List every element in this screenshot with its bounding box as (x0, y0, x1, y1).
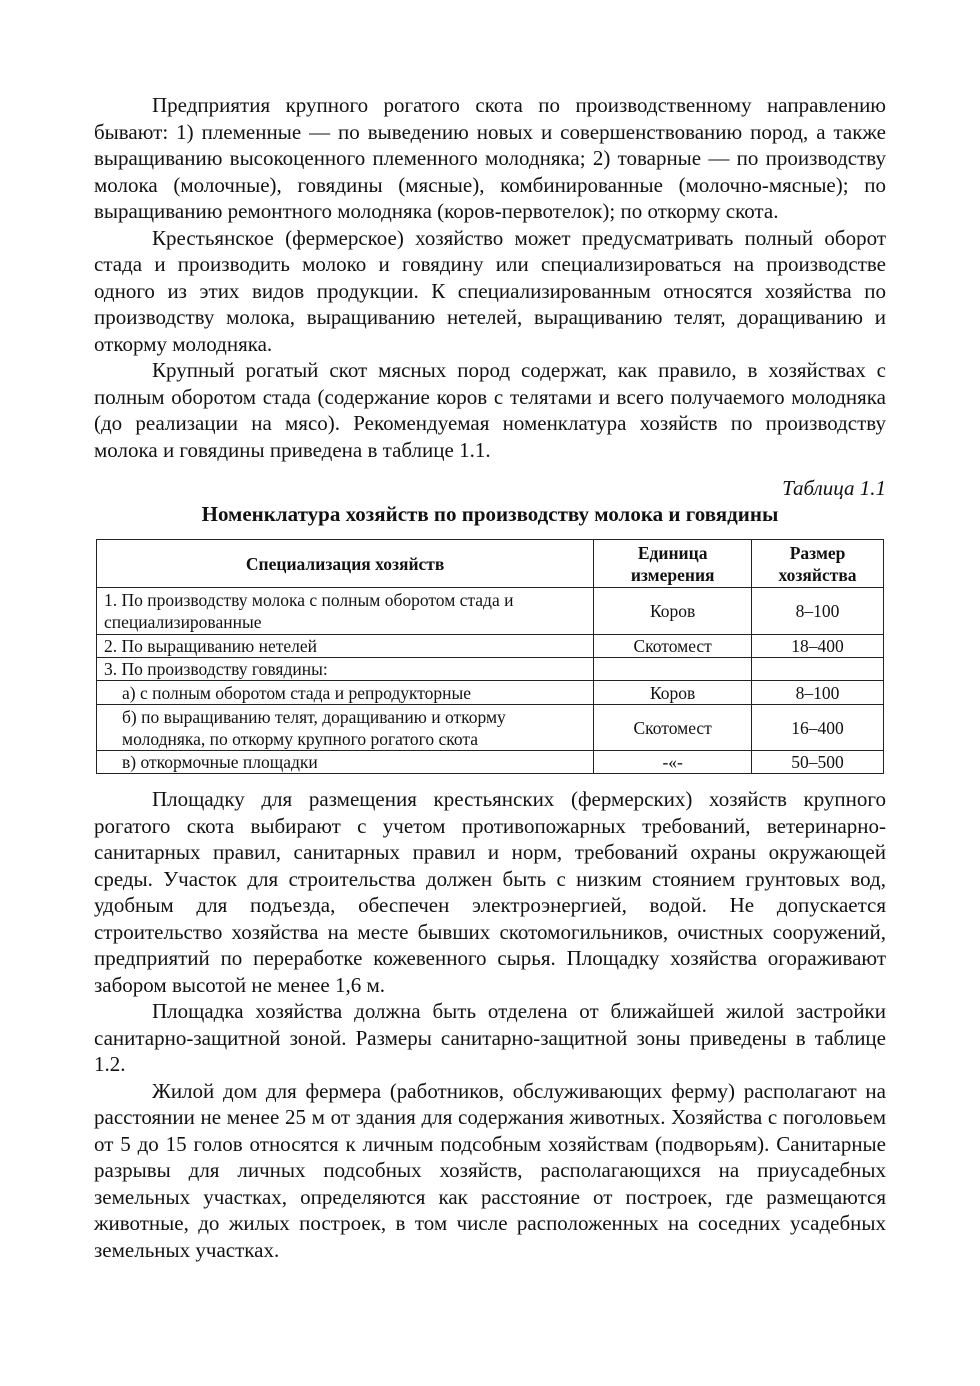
header-size: Размер хозяйства (752, 540, 884, 588)
cell-unit (594, 658, 752, 681)
paragraph-beef-cattle: Крупный рогатый скот мясных пород содержат, как правило, в хозяйствах с полным оборотом стада (содержание коров с телятами и всего получаемого молодняка (до реализации на мясо). Рекомендуемая номенклатура хозяйств по производству молока и говядины приведена в таблице 1.1. (94, 358, 886, 462)
cell-unit: Скотомест (594, 635, 752, 658)
cell-specialization: 1. По производству молока с полным оборотом стада и специализированные (97, 588, 594, 635)
paragraph-farm-household: Крестьянское (фермерское) хозяйство может предусматривать полный оборот стада и производить молоко и говядину или специализироваться на производстве одного из этих видов продукции. К специализированным относятся хозяйства по производству молока, выращиванию нетелей, выращиванию телят, доращиванию и откорму молодняка. (94, 225, 886, 356)
cell-unit: Скотомест (594, 705, 752, 751)
nomenclature-table (96, 539, 884, 774)
cell-specialization: а) с полным оборотом стада и репродукторные (97, 681, 594, 705)
cell-unit: -«- (594, 751, 752, 774)
table-header-row (97, 540, 884, 588)
header-specialization: Специализация хозяйств (97, 540, 594, 588)
cell-size (752, 658, 884, 681)
table-row (97, 588, 884, 635)
cell-unit: Коров (594, 681, 752, 705)
cell-specialization: б) по выращиванию телят, доращиванию и откорму молодняка, по откорму крупного рогатого скота (97, 705, 594, 751)
cell-unit: Коров (594, 588, 752, 635)
table-row (97, 751, 884, 774)
table-row (97, 705, 884, 751)
table-row (97, 635, 884, 658)
cell-specialization: 2. По выращиванию нетелей (97, 635, 594, 658)
table-row (97, 681, 884, 705)
cell-specialization: в) откормочные площадки (97, 751, 594, 774)
cell-size: 8–100 (752, 681, 884, 705)
cell-size: 8–100 (752, 588, 884, 635)
paragraph-site-selection: Площадку для размещения крестьянских (фермерских) хозяйств крупного рогатого скота выбирают с учетом противопожарных требований, ветеринарно-санитарных правил, санитарных правил и норм, требований охраны окружающей среды. Участок для строительства должен быть с низким стоянием грунтовых вод, удобным для подъезда, обеспечен электроэнергией, водой. Не допускается строительство хозяйства на месте бывших скотомогильников, очистных сооружений, предприятий по переработке кожевенного сырья. Площадку хозяйства огораживают забором высотой не менее 1,6 м. (94, 787, 886, 997)
table-row (97, 658, 884, 681)
cell-size: 50–500 (752, 751, 884, 774)
paragraph-sanitary-zone: Площадка хозяйства должна быть отделена от ближайшей жилой застройки санитарно-защитной зоной. Размеры санитарно-защитной зоны приведены в таблице 1.2. (94, 999, 886, 1076)
cell-size: 16–400 (752, 705, 884, 751)
header-unit: Единица измерения (594, 540, 752, 588)
paragraph-farmer-house: Жилой дом для фермера (работников, обслуживающих ферму) располагают на расстоянии не менее 25 м от здания для содержания животных. Хозяйства с поголовьем от 5 до 15 голов относятся к личным подсобным хозяйствам (подворьям). Санитарные разрывы для личных подсобных хозяйств, располагающихся на приусадебных земельных участках, определяются как расстояние от построек, где размещаются животные, до жилых построек, в том числе расположенных на соседних усадебных земельных участках. (94, 1078, 886, 1262)
table-caption: Таблица 1.1 (782, 476, 886, 500)
paragraph-enterprise-types: Предприятия крупного рогатого скота по производственному направлению бывают: 1) племенные — по выведению новых и совершенствованию пород, а также выращиванию высокоценного племенного молодняка; 2) товарные — по производству молока (молочные), говядины (мясные), комбинированные (молочно-мясные); по выращиванию ремонтного молодняка (коров-первотелок); по откорму скота. (94, 93, 886, 223)
cell-specialization: 3. По производству говядины: (97, 658, 594, 681)
table-title: Номенклатура хозяйств по производству молока и говядины (201, 502, 779, 526)
cell-size: 18–400 (752, 635, 884, 658)
document-page (94, 92, 886, 1263)
